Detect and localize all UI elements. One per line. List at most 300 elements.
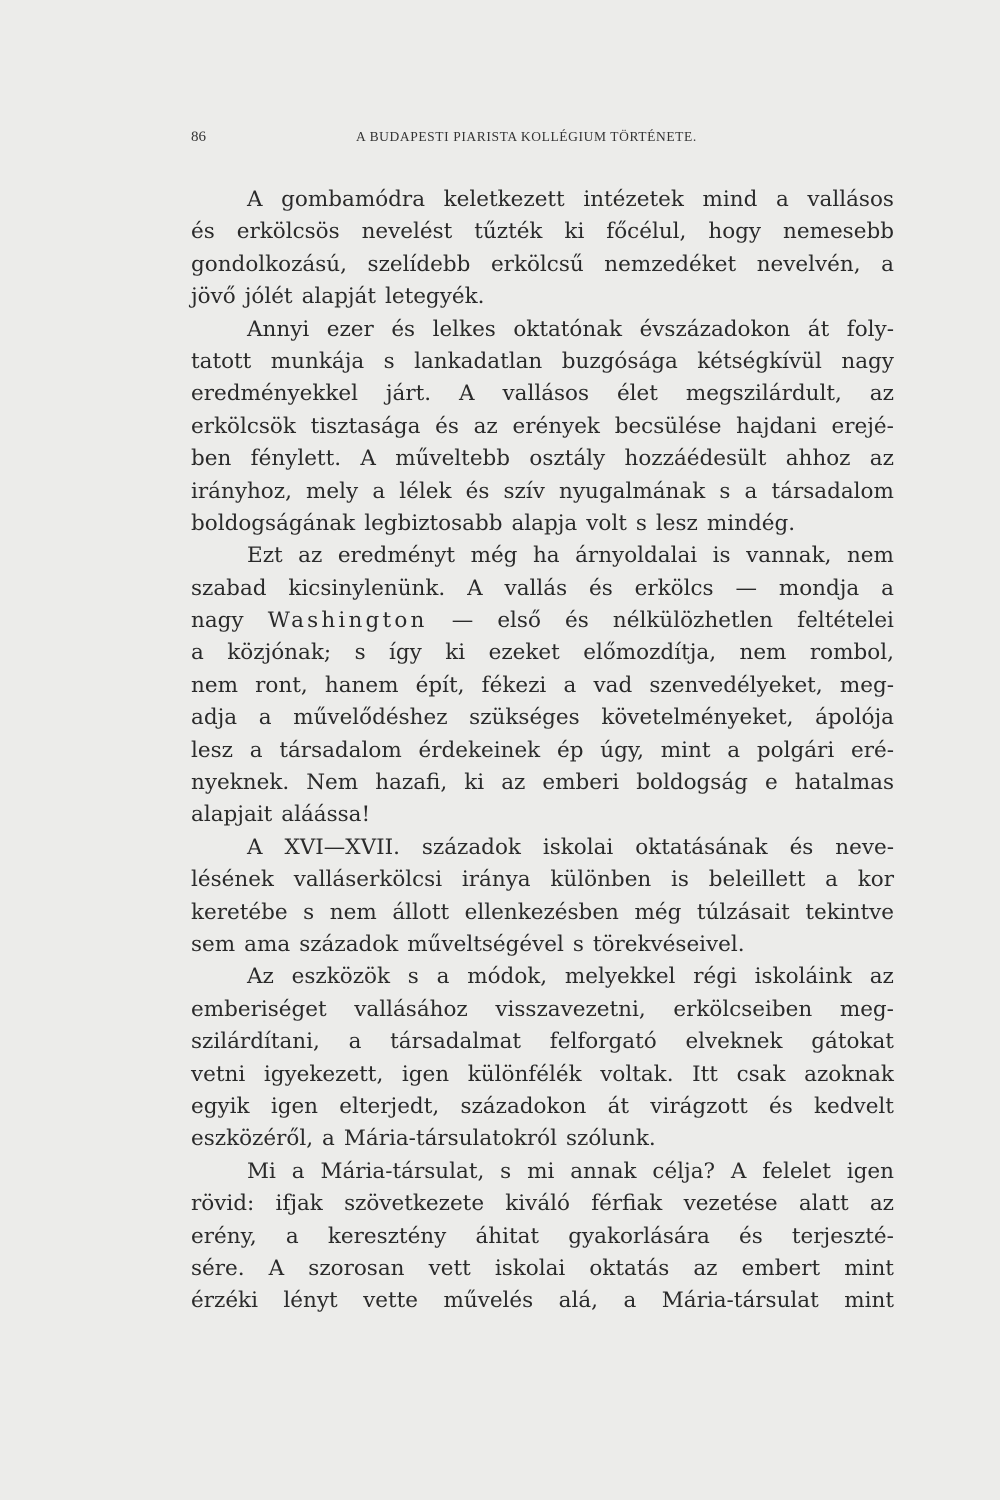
word: A bbox=[459, 381, 475, 407]
word: századok bbox=[421, 834, 521, 860]
word: fénylett. bbox=[250, 446, 342, 472]
word: szövetkezete bbox=[344, 1191, 485, 1217]
word: iskolai bbox=[494, 1255, 566, 1281]
word: osztály bbox=[529, 446, 606, 472]
word: vetni bbox=[191, 1061, 246, 1087]
word: a bbox=[744, 478, 758, 504]
word: XVI—XVII. bbox=[284, 834, 400, 860]
word: hazafi, bbox=[375, 770, 448, 796]
word: hajdani bbox=[736, 413, 817, 439]
word: munkája bbox=[270, 348, 365, 374]
word: tekintve bbox=[805, 899, 894, 925]
word: — bbox=[735, 575, 757, 601]
word: Mária-társulat bbox=[661, 1288, 819, 1314]
word: és bbox=[435, 413, 459, 439]
word: ifjak bbox=[275, 1191, 323, 1217]
word: át bbox=[607, 1093, 630, 1119]
word: adja bbox=[191, 705, 238, 731]
word: ki bbox=[445, 640, 466, 666]
word: nagy bbox=[841, 348, 894, 374]
word: művelés bbox=[443, 1288, 534, 1314]
word: emberi bbox=[542, 770, 620, 796]
word: nyeknek. bbox=[191, 770, 290, 796]
word: Mária-társulat, bbox=[320, 1158, 485, 1184]
word: aláássa! bbox=[281, 802, 371, 828]
word: Nem bbox=[306, 770, 359, 796]
word: alá, bbox=[558, 1288, 598, 1314]
word: az bbox=[869, 381, 894, 407]
word: lesz bbox=[655, 510, 698, 536]
word: s bbox=[407, 964, 419, 990]
word: nagy bbox=[191, 608, 244, 634]
word: szükséges bbox=[469, 705, 580, 731]
word: vad bbox=[593, 672, 633, 698]
word: oktatásának bbox=[635, 834, 768, 860]
word: egyik bbox=[191, 1093, 250, 1119]
word: — bbox=[451, 608, 474, 634]
word: és bbox=[191, 219, 215, 245]
word: valláserkölcsi bbox=[293, 867, 443, 893]
word: vett bbox=[428, 1255, 471, 1281]
word: a bbox=[563, 672, 577, 698]
text-line bbox=[191, 605, 894, 637]
word: mely bbox=[306, 478, 359, 504]
text-line bbox=[191, 735, 894, 767]
text-line bbox=[191, 1156, 894, 1188]
word: sére. bbox=[191, 1255, 245, 1281]
word: társadalmat bbox=[390, 1029, 522, 1055]
word: a bbox=[623, 1288, 637, 1314]
word: lésének bbox=[191, 867, 274, 893]
word: A bbox=[247, 834, 263, 860]
word: erkölcseiben bbox=[673, 996, 813, 1022]
word: erény, bbox=[191, 1223, 257, 1249]
running-title: A BUDAPESTI PIARISTA KOLLÉGIUM TÖRTÉNETE. bbox=[356, 129, 697, 144]
word: és bbox=[738, 1223, 763, 1249]
word: volt bbox=[586, 510, 627, 536]
word: csak bbox=[736, 1061, 786, 1087]
word: a bbox=[285, 1223, 299, 1249]
word: nemesebb bbox=[783, 219, 894, 245]
word: nélkülözhetlen bbox=[612, 608, 774, 634]
word: feltételei bbox=[797, 608, 894, 634]
word: A bbox=[247, 187, 263, 212]
word: eredményekkel bbox=[191, 381, 358, 407]
word: polgári bbox=[756, 737, 835, 763]
word: így bbox=[389, 640, 422, 666]
word: századok bbox=[299, 931, 399, 957]
text-line bbox=[191, 1285, 894, 1317]
word: gondolkozású, bbox=[191, 251, 347, 277]
text-line bbox=[191, 281, 894, 313]
word: társadalom bbox=[771, 478, 894, 504]
word: vette bbox=[363, 1288, 418, 1314]
word: felforgató bbox=[549, 1029, 657, 1055]
word: igen bbox=[401, 1061, 450, 1087]
word: férfiak bbox=[591, 1191, 663, 1217]
word: ápolója bbox=[815, 705, 894, 731]
word: vezetése bbox=[683, 1191, 778, 1217]
text-line bbox=[191, 1221, 894, 1253]
word: vallás bbox=[504, 575, 568, 601]
word: szelídebb bbox=[367, 251, 471, 277]
text-line bbox=[191, 961, 894, 993]
word: élet bbox=[616, 381, 658, 407]
word: A bbox=[467, 575, 483, 601]
word: ki bbox=[464, 770, 485, 796]
word: oktatónak bbox=[513, 316, 623, 342]
text-line bbox=[191, 702, 894, 734]
word: eszközök bbox=[291, 964, 390, 990]
word: is bbox=[671, 867, 689, 893]
word: boldogság bbox=[636, 770, 748, 796]
word: azoknak bbox=[804, 1061, 894, 1087]
word: tatott bbox=[191, 348, 252, 374]
word: alapját bbox=[301, 284, 376, 310]
word: gombamódra bbox=[281, 187, 426, 212]
word: művelődéshez bbox=[293, 705, 448, 731]
word: neve- bbox=[835, 834, 894, 860]
word: becsülése bbox=[614, 413, 722, 439]
text-line bbox=[191, 670, 894, 702]
text-line bbox=[191, 184, 894, 216]
word: s bbox=[383, 348, 395, 374]
word: kor bbox=[857, 867, 894, 893]
word: követelményeket, bbox=[601, 705, 794, 731]
word: célja? bbox=[652, 1158, 716, 1184]
word: ront, bbox=[255, 672, 308, 698]
word: ellenkezésben bbox=[464, 899, 619, 925]
word: nem bbox=[191, 672, 238, 698]
word: felelet bbox=[762, 1158, 831, 1184]
text-line bbox=[191, 1091, 894, 1123]
word: mi bbox=[527, 1158, 555, 1184]
word: ha bbox=[532, 543, 560, 569]
word: a bbox=[436, 964, 450, 990]
word: melyekkel bbox=[564, 964, 676, 990]
word: szív bbox=[503, 478, 545, 504]
word: és bbox=[565, 608, 589, 634]
word: erkölcsök bbox=[191, 413, 296, 439]
word: és bbox=[465, 478, 490, 504]
text-line bbox=[191, 1059, 894, 1091]
word: módok, bbox=[467, 964, 548, 990]
word: elterjedt, bbox=[339, 1093, 440, 1119]
word: Itt bbox=[692, 1061, 718, 1087]
word: vannak, bbox=[746, 543, 832, 569]
word: járt. bbox=[385, 381, 432, 407]
word: lesz bbox=[191, 737, 233, 763]
word: kétségkívül bbox=[697, 348, 822, 374]
word: ama bbox=[244, 931, 291, 957]
word: közjónak; bbox=[227, 640, 332, 666]
word: eredményt bbox=[337, 543, 456, 569]
word: az bbox=[473, 413, 498, 439]
word: ki bbox=[564, 219, 585, 245]
word: buzgósága bbox=[561, 348, 678, 374]
text-line bbox=[191, 1188, 894, 1220]
word: visszavezetni, bbox=[495, 996, 646, 1022]
word: az bbox=[869, 964, 894, 990]
word: erejé- bbox=[831, 413, 894, 439]
word: vallásos bbox=[502, 381, 590, 407]
word: ben bbox=[191, 446, 232, 472]
word: és bbox=[789, 834, 814, 860]
word: lelkes bbox=[432, 316, 496, 342]
word: oktatás bbox=[589, 1255, 670, 1281]
word: mondja bbox=[778, 575, 860, 601]
word: és bbox=[589, 575, 613, 601]
text-line bbox=[191, 346, 894, 378]
word: régi bbox=[693, 964, 737, 990]
word: tűzték bbox=[474, 219, 543, 245]
word: kiváló bbox=[505, 1191, 570, 1217]
word: rombol, bbox=[809, 640, 894, 666]
word: áhitat bbox=[475, 1223, 540, 1249]
text-line bbox=[191, 1026, 894, 1058]
word: hogy bbox=[708, 219, 762, 245]
word: a bbox=[249, 737, 263, 763]
word: Washington bbox=[267, 608, 428, 634]
word: a bbox=[191, 640, 204, 666]
word: az bbox=[869, 1191, 894, 1217]
word: embert bbox=[741, 1255, 821, 1281]
word: a bbox=[291, 1158, 305, 1184]
word: különfélék bbox=[467, 1061, 582, 1087]
word: lélek bbox=[399, 478, 452, 504]
word: az bbox=[693, 1255, 718, 1281]
word: műveltségével bbox=[407, 931, 564, 957]
word: rövid: bbox=[191, 1191, 255, 1217]
word: keletkezett bbox=[443, 187, 565, 212]
text-line bbox=[191, 1123, 894, 1155]
word: iránya bbox=[461, 867, 531, 893]
word: a bbox=[881, 251, 894, 277]
word: nemzedéket bbox=[604, 251, 737, 277]
word: erények bbox=[512, 413, 600, 439]
page-number: 86 bbox=[191, 129, 206, 145]
word: letegyék. bbox=[384, 284, 485, 310]
word: úgy, bbox=[600, 737, 644, 763]
word: mind bbox=[702, 187, 758, 212]
text-line bbox=[191, 411, 894, 443]
body-text bbox=[191, 184, 894, 1318]
text-line bbox=[191, 216, 894, 248]
word: mindég. bbox=[706, 510, 796, 536]
word: irányhoz, bbox=[191, 478, 292, 504]
word: érzéki bbox=[191, 1288, 258, 1314]
word: nyugalmának bbox=[559, 478, 706, 504]
word: árnyoldalai bbox=[575, 543, 698, 569]
word: az bbox=[298, 543, 323, 569]
word: elveknek bbox=[685, 1029, 783, 1055]
word: mint bbox=[660, 737, 711, 763]
word: intézetek bbox=[583, 187, 684, 212]
text-line bbox=[191, 1253, 894, 1285]
word: műveltebb bbox=[395, 446, 511, 472]
word: is bbox=[712, 543, 731, 569]
text-line bbox=[191, 994, 894, 1026]
word: erkölcsös bbox=[236, 219, 340, 245]
word: s bbox=[572, 931, 584, 957]
word: s bbox=[303, 899, 315, 925]
word: kedvelt bbox=[814, 1093, 894, 1119]
word: szenvedélyeket, bbox=[649, 672, 823, 698]
word: gátokat bbox=[811, 1029, 894, 1055]
word: szilárdítani, bbox=[191, 1029, 320, 1055]
word: legbiztosabb bbox=[364, 510, 503, 536]
word: e bbox=[764, 770, 778, 796]
text-line bbox=[191, 249, 894, 281]
word: A bbox=[268, 1255, 285, 1281]
word: szólunk. bbox=[565, 1126, 656, 1152]
word: keresztény bbox=[327, 1223, 447, 1249]
word: eszközéről, bbox=[191, 1126, 314, 1152]
word: jólét bbox=[244, 284, 293, 310]
word: annak bbox=[570, 1158, 637, 1184]
word: erkölcsű bbox=[490, 251, 584, 277]
text-line bbox=[191, 573, 894, 605]
word: terjeszté- bbox=[791, 1223, 894, 1249]
word: ahhoz bbox=[785, 446, 851, 472]
word: ezeket bbox=[488, 640, 560, 666]
word: a bbox=[881, 575, 894, 601]
word: nevelvén, bbox=[756, 251, 861, 277]
word: iskoláink bbox=[754, 964, 852, 990]
word: érdekeinek bbox=[418, 737, 541, 763]
text-line bbox=[191, 314, 894, 346]
word: s bbox=[635, 510, 647, 536]
word: a bbox=[372, 478, 386, 504]
word: társadalom bbox=[279, 737, 402, 763]
word: Mária-társulatokról bbox=[343, 1126, 557, 1152]
text-line bbox=[191, 508, 894, 540]
running-header bbox=[191, 129, 895, 153]
word: át bbox=[807, 316, 830, 342]
word: emberiséget bbox=[191, 996, 327, 1022]
word: lényt bbox=[283, 1288, 338, 1314]
word: meg- bbox=[839, 996, 894, 1022]
word: és bbox=[391, 316, 416, 342]
word: előmozdítja, bbox=[583, 640, 717, 666]
word: különben bbox=[550, 867, 652, 893]
text-line bbox=[191, 897, 894, 929]
word: meg- bbox=[839, 672, 894, 698]
word: megszilárdult, bbox=[685, 381, 842, 407]
text-line bbox=[191, 540, 894, 572]
word: s bbox=[354, 640, 366, 666]
word: nem bbox=[739, 640, 787, 666]
text-line bbox=[191, 476, 894, 508]
word: foly- bbox=[846, 316, 894, 342]
word: nem bbox=[846, 543, 894, 569]
word: Ezt bbox=[247, 543, 283, 569]
word: még bbox=[470, 543, 518, 569]
word: ezer bbox=[326, 316, 374, 342]
word: vallásos bbox=[807, 187, 894, 212]
word: az bbox=[869, 446, 894, 472]
word: törekvéseivel. bbox=[592, 931, 745, 957]
word: erkölcs bbox=[634, 575, 714, 601]
word: virágzott bbox=[650, 1093, 748, 1119]
word: s bbox=[500, 1158, 512, 1184]
word: igen bbox=[270, 1093, 319, 1119]
word: az bbox=[501, 770, 526, 796]
word: iskolai bbox=[542, 834, 614, 860]
word: tisztasága bbox=[310, 413, 421, 439]
word: sem bbox=[191, 931, 236, 957]
word: Az bbox=[247, 964, 274, 990]
text-line bbox=[191, 799, 894, 831]
word: szorosan bbox=[308, 1255, 405, 1281]
word: gyakorlására bbox=[568, 1223, 710, 1249]
word: hatalmas bbox=[794, 770, 894, 796]
text-line bbox=[191, 378, 894, 410]
word: évszázadokon bbox=[639, 316, 791, 342]
word: mint bbox=[844, 1255, 894, 1281]
word: ép bbox=[556, 737, 584, 763]
word: lankadatlan bbox=[414, 348, 543, 374]
word: épít, bbox=[415, 672, 465, 698]
word: a bbox=[775, 187, 789, 212]
text-line bbox=[191, 929, 894, 961]
word: vallásához bbox=[354, 996, 468, 1022]
word: keretébe bbox=[191, 899, 288, 925]
word: a bbox=[322, 1126, 335, 1152]
word: a bbox=[258, 705, 272, 731]
text-line bbox=[191, 767, 894, 799]
word: alapjait bbox=[191, 802, 273, 828]
text-line bbox=[191, 637, 894, 669]
word: szabad bbox=[191, 575, 267, 601]
word: nem bbox=[329, 899, 377, 925]
word: és bbox=[769, 1093, 793, 1119]
text-line bbox=[191, 864, 894, 896]
word: a bbox=[348, 1029, 362, 1055]
word: hanem bbox=[324, 672, 399, 698]
word: boldogságának bbox=[191, 510, 356, 536]
word: még bbox=[634, 899, 682, 925]
word: századokon bbox=[460, 1093, 587, 1119]
word: jövő bbox=[191, 284, 236, 310]
word: főcélul, bbox=[606, 219, 687, 245]
text-line bbox=[191, 832, 894, 864]
word: igyekezett, bbox=[263, 1061, 384, 1087]
word: voltak. bbox=[600, 1061, 674, 1087]
word: eré- bbox=[850, 737, 894, 763]
word: hozzáédesült bbox=[624, 446, 767, 472]
word: A bbox=[360, 446, 376, 472]
word: állott bbox=[392, 899, 450, 925]
word: beleillett bbox=[708, 867, 806, 893]
word: a bbox=[825, 867, 838, 893]
text-line bbox=[191, 443, 894, 475]
word: első bbox=[497, 608, 541, 634]
word: nevelést bbox=[361, 219, 453, 245]
word: igen bbox=[846, 1158, 894, 1184]
word: alatt bbox=[798, 1191, 849, 1217]
word: mint bbox=[844, 1288, 894, 1314]
word: kicsinylenünk. bbox=[288, 575, 446, 601]
word: túlzásait bbox=[696, 899, 790, 925]
word: alapja bbox=[511, 510, 578, 536]
word: fékezi bbox=[481, 672, 547, 698]
word: A bbox=[730, 1158, 747, 1184]
word: Mi bbox=[247, 1158, 276, 1184]
word: s bbox=[719, 478, 731, 504]
word: Annyi bbox=[247, 316, 310, 342]
word: a bbox=[727, 737, 741, 763]
